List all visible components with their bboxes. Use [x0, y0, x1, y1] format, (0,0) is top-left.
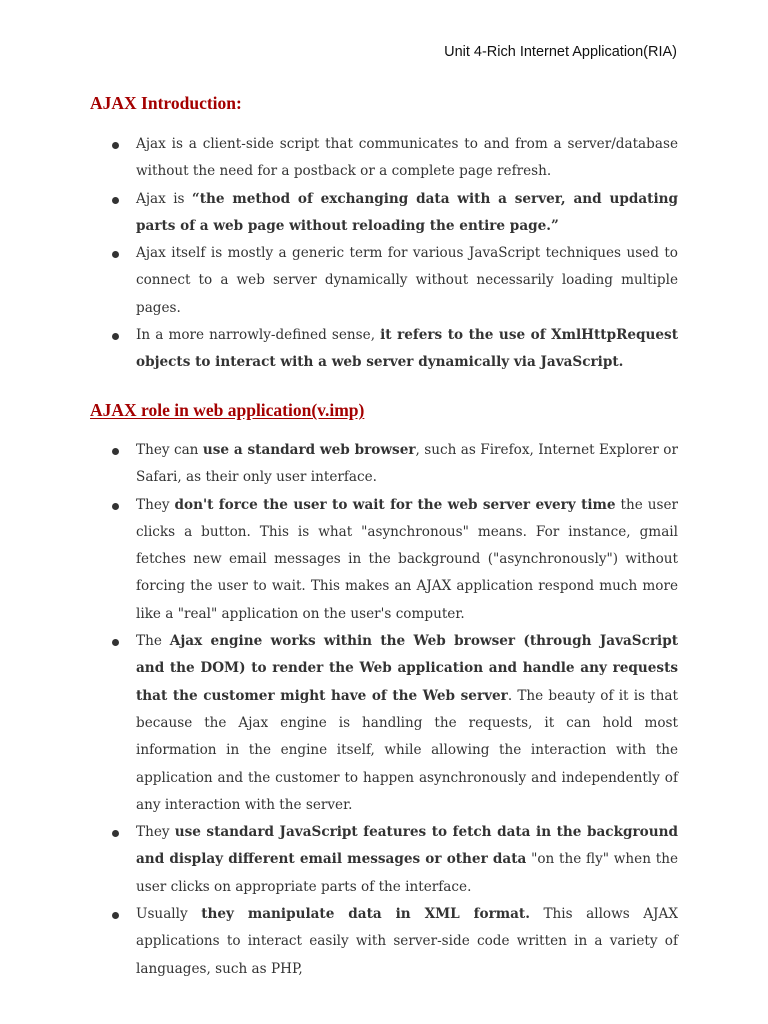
- item-text: They can: [136, 442, 203, 458]
- list-item: [112, 322, 678, 377]
- item-text: Ajax itself is mostly a generic term for various JavaScript techniques used to connect to a web server dynamically without necessarily loading multiple pages.: [136, 245, 678, 316]
- list-item: [112, 240, 678, 322]
- item-text: . The beauty of it is that because the Ajax engine is handling the requests, it can hold most information in the engine itself, while allowing the interaction with the application and the customer to happen asynchronously and independently of any interaction with the server.: [136, 687, 678, 813]
- item-bold-text: Ajax engine works within the Web browser (through JavaScript and the DOM) to render the Web application and handle any requests that the customer might have of the Web server: [136, 633, 678, 704]
- ajax-introduction-list: [112, 131, 678, 377]
- section-heading-ajax-role: AJAX role in web application(v.imp): [90, 400, 365, 420]
- bullet-icon: [112, 830, 119, 837]
- list-item: [112, 437, 678, 492]
- item-bold-text: use a standard web browser: [202, 442, 416, 458]
- item-text: They: [136, 824, 175, 841]
- item-text: In a more narrowly-defined sense,: [136, 327, 381, 344]
- bullet-icon: [112, 333, 119, 340]
- item-bold-text: use standard JavaScript features to fetch data in the background and display different email messages or other data: [136, 824, 678, 868]
- bullet-icon: [112, 251, 119, 258]
- item-text: Ajax is a client-side script that communicates to and from a server/database without the need for a postback or a complete page refresh.: [136, 136, 678, 180]
- item-text: They: [136, 496, 175, 513]
- list-item: [112, 901, 678, 983]
- item-text: the user clicks a button. This is what "asynchronous" means. For instance, gmail fetches new email messages in the background ("asynchronously") without forcing the user to wait. This makes an AJAX application respond much more like a "real" application on the user's computer.: [136, 496, 678, 622]
- item-text: The: [136, 633, 170, 650]
- ajax-role-list: [112, 437, 678, 983]
- item-bold-text: don't force the user to wait for the web server every time: [174, 496, 616, 513]
- list-item: [112, 819, 678, 901]
- item-text: Usually: [136, 906, 202, 923]
- bullet-icon: [112, 912, 119, 919]
- list-item: [112, 131, 678, 186]
- list-item: [112, 628, 678, 819]
- bullet-icon: [112, 197, 119, 204]
- item-bold-text: it refers to the use of XmlHttpRequest objects to interact with a web server dynamically via JavaScript.: [136, 327, 678, 371]
- item-text: , such as Firefox, Internet Explorer or Safari, as their only user interface.: [136, 442, 678, 486]
- page-header: Unit 4-Rich Internet Application(RIA): [444, 44, 677, 60]
- item-text: This allows AJAX applications to interact easily with server-side code written in a variety of languages, such as PHP,: [136, 906, 679, 977]
- bullet-icon: [112, 639, 119, 646]
- list-item: [112, 186, 678, 241]
- item-bold-text: “the method of exchanging data with a server, and updating parts of a web page without reloading the entire page.”: [136, 190, 678, 234]
- section-heading-ajax-introduction: AJAX Introduction:: [90, 93, 242, 113]
- item-bold-text: they manipulate data in XML format.: [201, 906, 530, 923]
- bullet-icon: [112, 448, 119, 455]
- item-text: "on the fly" when the user clicks on appropriate parts of the interface.: [136, 851, 678, 895]
- item-text: Ajax is: [136, 190, 192, 207]
- list-item: [112, 492, 678, 628]
- bullet-icon: [112, 503, 119, 510]
- bullet-icon: [112, 142, 119, 149]
